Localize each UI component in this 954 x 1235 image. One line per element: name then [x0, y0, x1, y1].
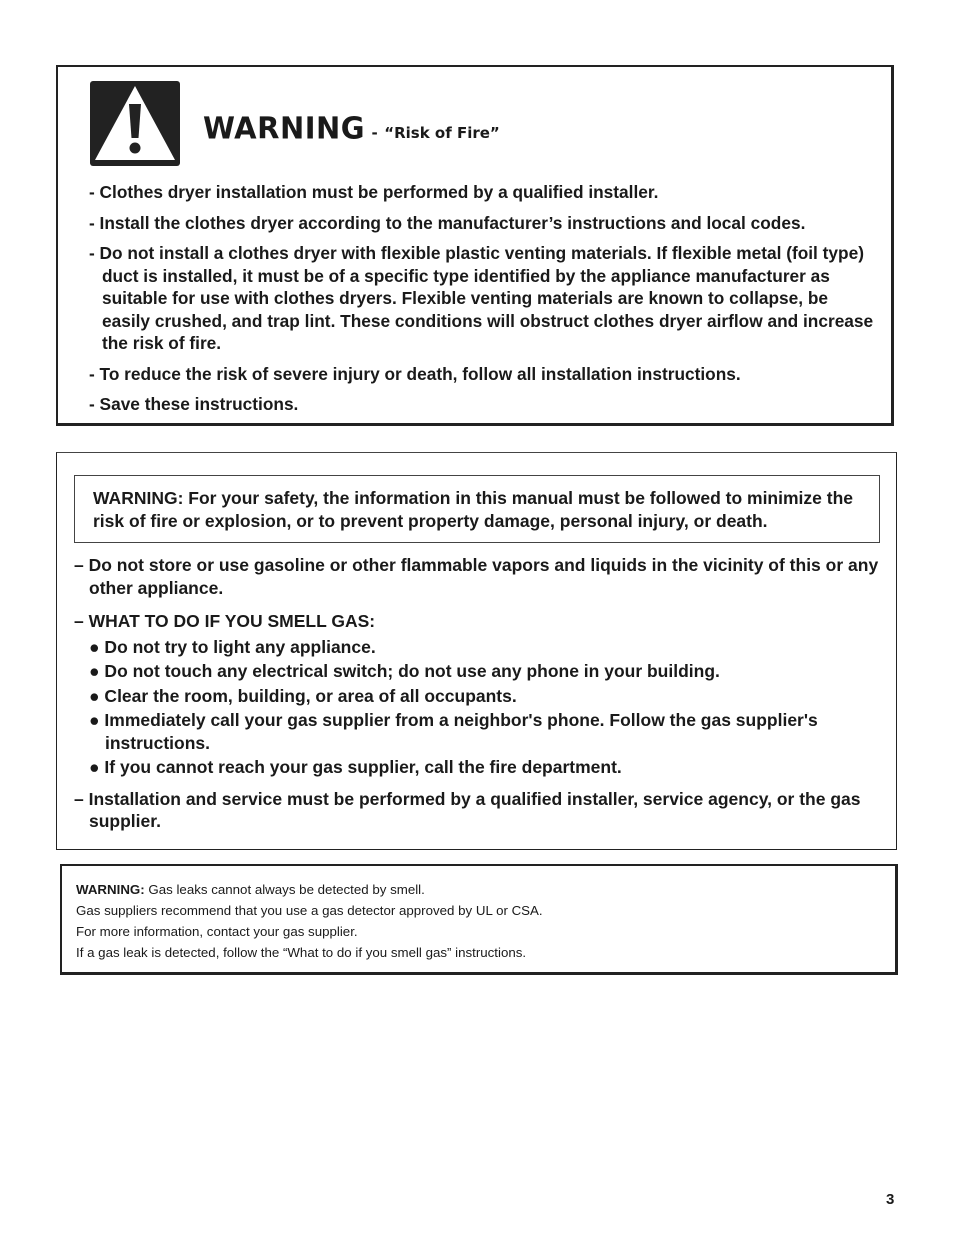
- list-item: - Save these instructions.: [89, 394, 299, 414]
- list-item: - Clothes dryer installation must be performed by a qualified installer.: [89, 182, 659, 202]
- list-item: ● Do not try to light any appliance.: [89, 636, 376, 657]
- smell-gas-heading: – WHAT TO DO IF YOU SMELL GAS:: [74, 611, 376, 631]
- list-item: ● If you cannot reach your gas supplier, call the fire department.: [89, 757, 622, 777]
- leak-line-3: For more information, contact your gas supplier.: [76, 924, 358, 939]
- storage-item: – Do not store or use gasoline or other flammable vapors and liquids in the vicinity of this or any other appliance.: [74, 555, 879, 598]
- smell-gas-list: [74, 636, 884, 779]
- installation-item: – Installation and service must be performed by a qualified installer, service agency, or the gas supplier.: [74, 788, 861, 831]
- leak-line-1: [76, 879, 543, 900]
- safety-notice-box: [74, 475, 880, 543]
- warning-word: WARNING: [203, 110, 366, 146]
- list-item: ● Clear the room, building, or area of all occupants.: [89, 685, 517, 706]
- page-number: 3: [886, 1191, 895, 1208]
- warning-separator: -: [371, 124, 378, 142]
- warning-triangle-icon: [89, 80, 181, 167]
- list-item: - Do not install a clothes dryer with flexible plastic venting materials. If flexible metal (foil type) duct is installed, it must be of a specific type identified by the appliance manufacturer as suitable for use with clothes dryers. Flexible venting materials are known to collapse, be easily crushed, and trap lint. These conditions will obstruct clothes dryer airflow and increase the risk of fire.: [89, 243, 874, 353]
- fire-warning-box: [56, 65, 894, 426]
- list-item: - To reduce the risk of severe injury or death, follow all installation instructions.: [89, 363, 741, 384]
- list-item: ● Immediately call your gas supplier from a neighbor's phone. Follow the gas supplier's instructions.: [89, 710, 818, 753]
- gas-warning-items: [74, 554, 884, 833]
- leak-line-4: If a gas leak is detected, follow the “What to do if you smell gas” instructions.: [76, 945, 527, 960]
- leak-warning-box: [60, 864, 898, 975]
- fire-warning-list: [89, 181, 879, 424]
- leak-line-2: Gas suppliers recommend that you use a gas detector approved by UL or CSA.: [76, 903, 543, 918]
- list-item: - Install the clothes dryer according to the manufacturer’s instructions and local codes.: [89, 212, 806, 233]
- leak-warning-label: WARNING:: [76, 882, 145, 897]
- list-item: ● Do not touch any electrical switch; do not use any phone in your building.: [89, 661, 720, 681]
- gas-warning-box: [56, 452, 897, 850]
- leak-line-1-text: Gas leaks cannot always be detected by smell.: [144, 882, 425, 897]
- fire-warning-title: [203, 111, 500, 145]
- warning-subtitle: “Risk of Fire”: [384, 124, 500, 142]
- safety-notice-text: WARNING: For your safety, the information in this manual must be followed to minimize the risk of fire or explosion, or to prevent property damage, personal injury, or death.: [93, 488, 854, 531]
